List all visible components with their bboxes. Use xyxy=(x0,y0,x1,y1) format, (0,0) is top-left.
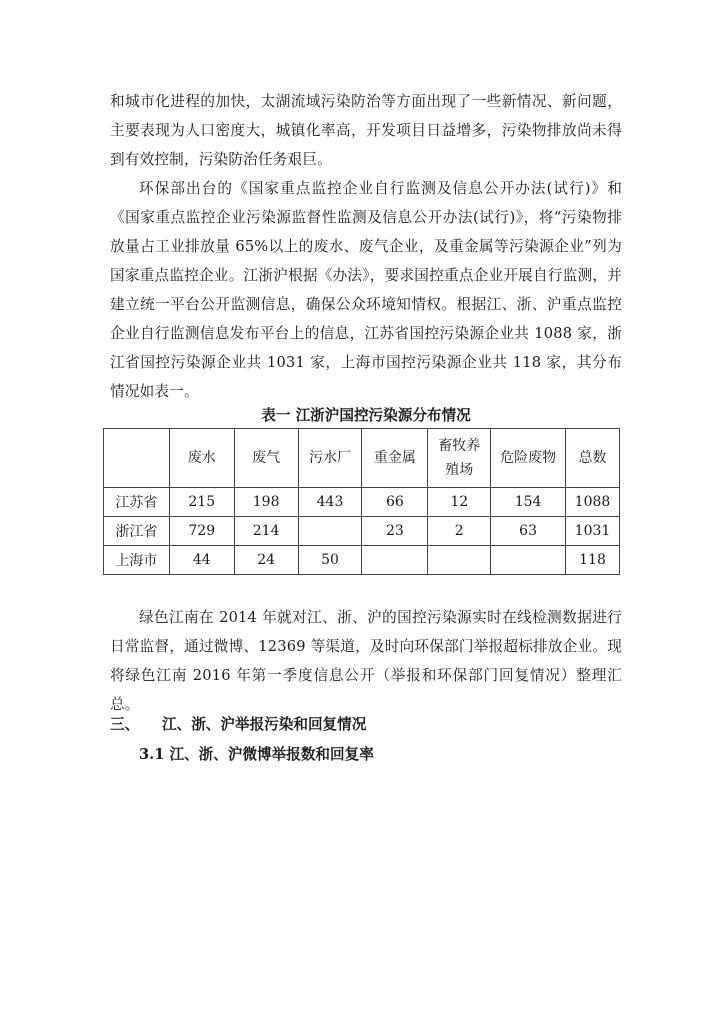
cell-livestock-farm xyxy=(428,546,491,575)
section-heading xyxy=(110,712,366,738)
cell-heavy-metal: 66 xyxy=(362,488,428,517)
row-region: 上海市 xyxy=(104,546,170,575)
table-header-row xyxy=(104,429,620,488)
cell-heavy-metal xyxy=(362,546,428,575)
cell-hazardous-waste: 63 xyxy=(491,517,566,546)
row-region: 浙江省 xyxy=(104,517,170,546)
header-hazardous-waste: 危险废物 xyxy=(491,429,566,488)
subsection-heading: 3.1 江、浙、沪微博举报数和回复率 xyxy=(139,746,374,763)
header-livestock-farm xyxy=(428,429,491,488)
cell-exhaust-gas: 24 xyxy=(234,546,298,575)
header-sewage-plant: 污水厂 xyxy=(298,429,362,488)
paragraph-intro-continuation: 和城市化进程的加快，太湖流域污染防治等方面出现了一些新情况、新问题，主要表现为人口密度大，城镇化率高，开发项目日益增多，污染物排放尚未得到有效控制，污染防治任务艰巨。 xyxy=(110,93,622,168)
cell-livestock-farm: 12 xyxy=(428,488,491,517)
header-livestock-line1: 畜牧养 xyxy=(438,438,481,454)
row-region: 江苏省 xyxy=(104,488,170,517)
cell-heavy-metal: 23 xyxy=(362,517,428,546)
cell-livestock-farm: 2 xyxy=(428,517,491,546)
table-row xyxy=(104,517,620,546)
header-blank xyxy=(104,429,170,488)
header-heavy-metal: 重金属 xyxy=(362,429,428,488)
header-wastewater: 废水 xyxy=(169,429,234,488)
cell-sewage-plant: 443 xyxy=(298,488,362,517)
cell-exhaust-gas: 214 xyxy=(234,517,298,546)
table-caption: 表一 江浙沪国控污染源分布情况 xyxy=(261,407,471,424)
header-exhaust-gas: 废气 xyxy=(234,429,298,488)
pollution-source-distribution-table xyxy=(103,428,620,575)
header-total: 总数 xyxy=(566,429,620,488)
table-row xyxy=(104,546,620,575)
cell-sewage-plant: 50 xyxy=(298,546,362,575)
cell-hazardous-waste xyxy=(491,546,566,575)
paragraph-regulation: 环保部出台的《国家重点监控企业自行监测及信息公开办法(试行)》和《国家重点监控企业污染源监督性监测及信息公开办法(试行)》，将“污染物排放量占工业排放量 65%以上的废水、废气企业，及重金属等污染源企业”列为国家重点监控企业。江浙沪根据《办法》，要求国控重点企业开展自行监测，并建立统一平台公开监测信息，确保公众环境知情权。根据江、浙、沪重点监控企业自行监测信息发布平台上的信息，江苏省国控污染源企业共 1088 家，浙江省国控污染源企业共 1031 家，上海市国控污染源企业共 118 家，其分布情况如表一。 xyxy=(110,180,622,400)
cell-hazardous-waste: 154 xyxy=(491,488,566,517)
cell-wastewater: 729 xyxy=(169,517,234,546)
cell-wastewater: 44 xyxy=(169,546,234,575)
paragraph-supervision: 绿色江南在 2014 年就对江、浙、沪的国控污染源实时在线检测数据进行日常监督，通过微博、12369 等渠道，及时向环保部门举报超标排放企业。现将绿色江南 2016 年第一季度信息公开（举报和环保部门回复情况）整理汇总。 xyxy=(110,609,622,713)
cell-total: 1031 xyxy=(566,517,620,546)
section-title: 江、浙、沪举报污染和回复情况 xyxy=(162,716,367,733)
cell-exhaust-gas: 198 xyxy=(234,488,298,517)
table-row xyxy=(104,488,620,517)
header-livestock-line2: 殖场 xyxy=(445,462,474,478)
section-number: 三、 xyxy=(110,716,140,733)
cell-total: 118 xyxy=(566,546,620,575)
cell-sewage-plant xyxy=(298,517,362,546)
cell-total: 1088 xyxy=(566,488,620,517)
cell-wastewater: 215 xyxy=(169,488,234,517)
